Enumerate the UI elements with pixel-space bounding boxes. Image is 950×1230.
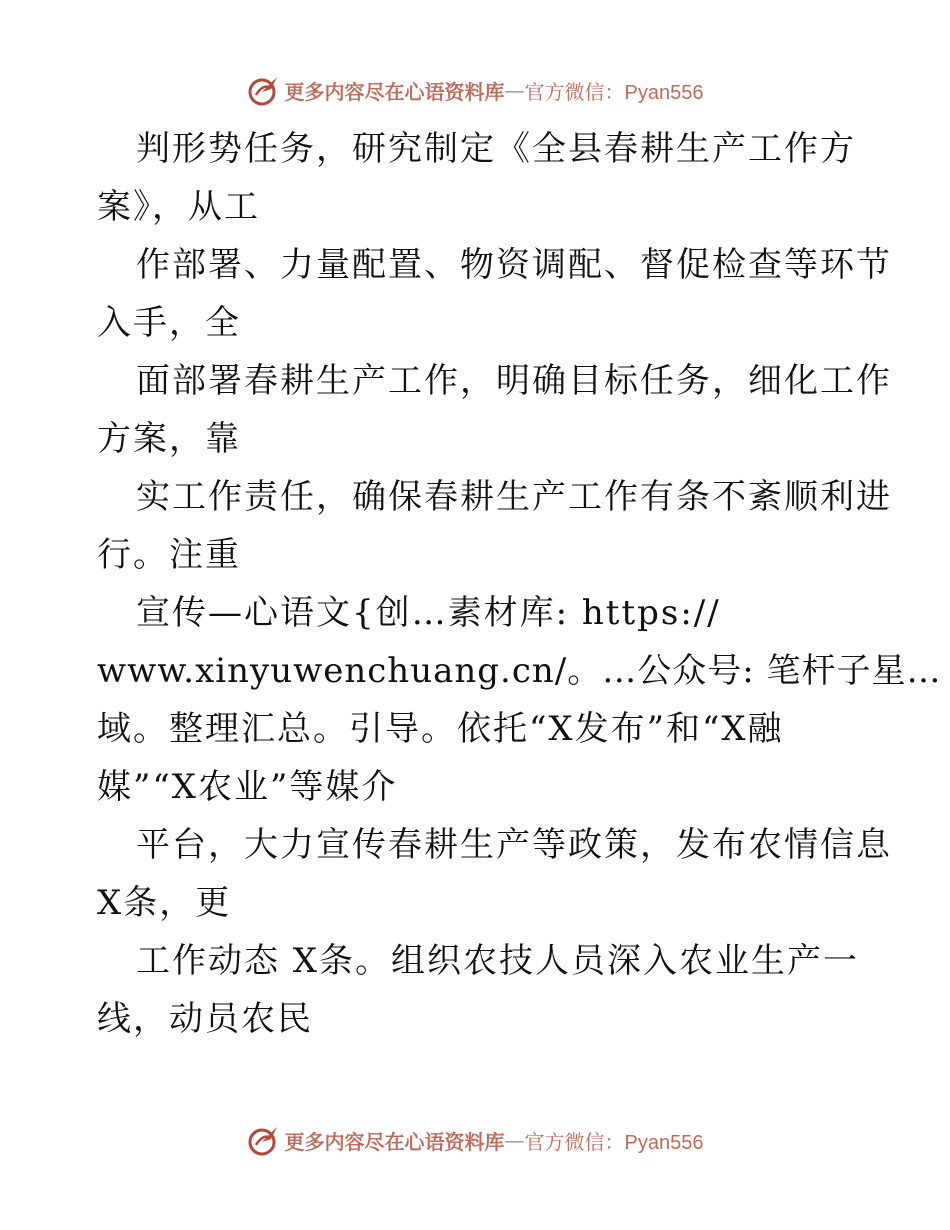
footer-banner-title: 更多内容尽在心语资料库	[284, 1129, 505, 1154]
header-banner-contact: 官方微信：Pyan556	[524, 81, 704, 104]
footer-banner-contact: 官方微信：Pyan556	[524, 1131, 704, 1154]
header-banner	[0, 70, 950, 110]
body-line: 判形势任务，研究制定《全县春耕生产工作方	[136, 129, 856, 169]
body-line: 域。整理汇总。引导。依托“X发布”和“X融	[97, 709, 784, 749]
header-banner-title: 更多内容尽在心语资料库	[284, 79, 505, 104]
header-banner-separator: —	[504, 78, 525, 102]
body-line: 面部署春耕生产工作，明确目标任务，细化工作	[136, 361, 892, 401]
body-line: 方案，靠	[97, 419, 241, 459]
quill-logo-icon	[247, 1123, 281, 1157]
header-banner-inner	[247, 70, 704, 110]
body-line: 媒”“X农业”等媒介	[97, 767, 398, 807]
body-line: 实工作责任，确保春耕生产工作有条不紊顺利进	[136, 477, 892, 517]
quill-logo-icon	[247, 73, 281, 107]
body-line: 宣传—心语文{创…素材库: https://	[136, 593, 721, 633]
footer-banner	[0, 1120, 950, 1160]
body-line: X条，更	[97, 883, 232, 923]
body-line: 作部署、力量配置、物资调配、督促检查等环节	[136, 245, 892, 285]
body-line: 线，动员农民	[97, 999, 313, 1039]
footer-banner-inner	[247, 1120, 704, 1160]
body-line: 入手，全	[97, 303, 241, 343]
body-line-url: www.xinyuwenchuang.cn/。…公众号: 笔杆子星…	[97, 651, 942, 691]
body-line: 行。注重	[97, 535, 241, 575]
body-line: 工作动态 X条。组织农技人员深入农业生产一	[136, 941, 860, 981]
body-line: 平台，大力宣传春耕生产等政策，发布农情信息	[136, 825, 892, 865]
body-line: 案》，从工	[97, 187, 260, 227]
footer-banner-separator: —	[504, 1128, 525, 1152]
